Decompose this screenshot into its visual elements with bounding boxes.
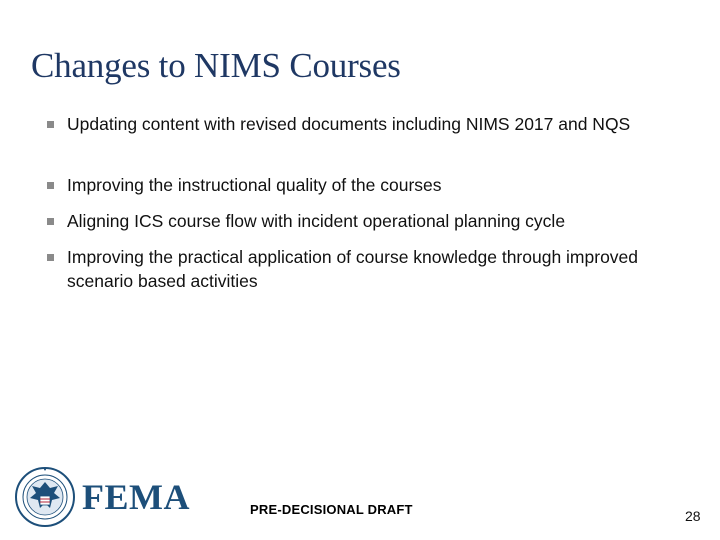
draft-label: PRE-DECISIONAL DRAFT bbox=[250, 502, 413, 517]
page-title: Changes to NIMS Courses bbox=[31, 46, 401, 85]
list-item bbox=[47, 245, 677, 293]
bullet-text: Improving the instructional quality of the courses bbox=[67, 175, 442, 195]
fema-logo bbox=[14, 466, 190, 528]
bullet-icon bbox=[47, 254, 54, 261]
bullet-text: Aligning ICS course flow with incident operational planning cycle bbox=[67, 211, 566, 231]
bullet-icon bbox=[47, 121, 54, 128]
dhs-seal-icon bbox=[14, 466, 76, 528]
bullet-icon bbox=[47, 218, 54, 225]
list-item bbox=[47, 112, 630, 136]
fema-wordmark: FEMA bbox=[82, 477, 190, 517]
list-item bbox=[47, 209, 565, 233]
bullet-icon bbox=[47, 182, 54, 189]
list-item bbox=[47, 173, 442, 197]
bullet-text: Updating content with revised documents including NIMS 2017 and NQS bbox=[67, 114, 631, 134]
bullet-text: Improving the practical application of course knowledge through improved scenario based activities bbox=[67, 247, 639, 291]
page-number: 28 bbox=[685, 508, 701, 524]
